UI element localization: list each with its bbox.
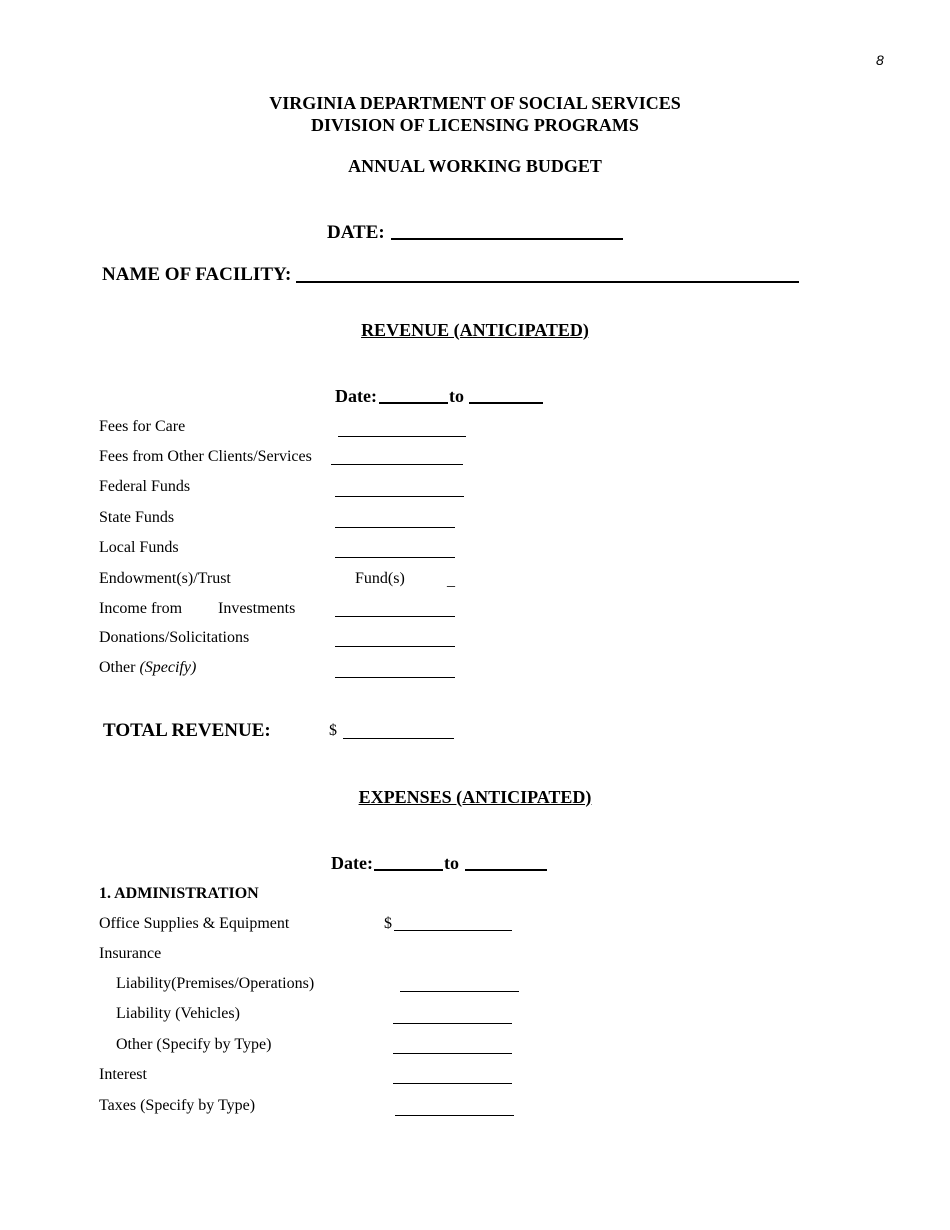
- division-name: DIVISION OF LICENSING PROGRAMS: [311, 115, 639, 135]
- donations-field[interactable]: [335, 646, 455, 647]
- department-name: VIRGINIA DEPARTMENT OF SOCIAL SERVICES: [269, 93, 681, 113]
- liability-vehicles-field[interactable]: [393, 1023, 512, 1024]
- other-specify-label: (Specify): [139, 659, 197, 676]
- local-funds-field[interactable]: [335, 557, 455, 558]
- revenue-item-state-funds: State Funds: [99, 509, 175, 526]
- expense-item-taxes: Taxes (Specify by Type): [99, 1097, 256, 1114]
- federal-funds-field[interactable]: [335, 496, 464, 497]
- income-investments-field[interactable]: [335, 616, 455, 617]
- expense-item-interest: Interest: [99, 1066, 147, 1083]
- office-supplies-currency: $: [384, 915, 392, 932]
- expenses-date-to-field[interactable]: [465, 869, 547, 871]
- expense-item-insurance: Insurance: [99, 945, 162, 962]
- expense-item-office-supplies: Office Supplies & Equipment: [99, 915, 290, 932]
- endowment-field[interactable]: _: [447, 572, 455, 589]
- expenses-date-label: Date:: [331, 853, 373, 873]
- office-supplies-field[interactable]: [394, 930, 512, 931]
- revenue-item-endowment: Endowment(s)/Trust: [99, 570, 231, 587]
- revenue-date-from-field[interactable]: [379, 402, 448, 404]
- revenue-to-label: to: [449, 386, 464, 406]
- document-title: ANNUAL WORKING BUDGET: [348, 156, 602, 176]
- revenue-item-federal-funds: Federal Funds: [99, 478, 191, 495]
- facility-name-field[interactable]: [296, 281, 799, 283]
- page-number: 8: [876, 52, 884, 68]
- other-insurance-field[interactable]: [393, 1053, 512, 1054]
- state-funds-field[interactable]: [335, 527, 455, 528]
- other-revenue-field[interactable]: [335, 677, 455, 678]
- fees-other-field[interactable]: [331, 464, 463, 465]
- taxes-field[interactable]: [395, 1115, 514, 1116]
- date-label: DATE:: [327, 222, 385, 243]
- revenue-item-local-funds: Local Funds: [99, 539, 179, 556]
- date-field[interactable]: [391, 238, 623, 240]
- interest-field[interactable]: [393, 1083, 512, 1084]
- revenue-heading: REVENUE (ANTICIPATED): [361, 320, 589, 340]
- total-revenue-label: TOTAL REVENUE:: [103, 720, 271, 741]
- expense-item-liability-vehicles: Liability (Vehicles): [116, 1005, 240, 1022]
- income-investments-suffix: Investments: [218, 600, 296, 617]
- revenue-item-income: Income from: [99, 600, 183, 617]
- other-label: Other: [99, 659, 136, 676]
- revenue-item-fees-for-care: Fees for Care: [99, 418, 186, 435]
- revenue-date-label: Date:: [335, 386, 377, 406]
- administration-section-title: 1. ADMINISTRATION: [99, 885, 259, 902]
- revenue-date-to-field[interactable]: [469, 402, 543, 404]
- expenses-heading: EXPENSES (ANTICIPATED): [358, 787, 592, 807]
- fees-for-care-field[interactable]: [338, 436, 466, 437]
- expenses-date-from-field[interactable]: [374, 869, 443, 871]
- revenue-item-other: [99, 659, 196, 677]
- expense-item-liability-premises: Liability(Premises/Operations): [116, 975, 315, 992]
- total-revenue-field[interactable]: [343, 738, 454, 739]
- total-revenue-currency: $: [329, 722, 337, 739]
- endowment-fund-suffix: Fund(s): [355, 570, 405, 587]
- liability-premises-field[interactable]: [400, 991, 519, 992]
- revenue-item-donations: Donations/Solicitations: [99, 629, 250, 646]
- expense-item-other-insurance: Other (Specify by Type): [116, 1036, 272, 1053]
- facility-label: NAME OF FACILITY:: [102, 264, 292, 285]
- revenue-item-fees-other: Fees from Other Clients/Services: [99, 448, 312, 465]
- expenses-to-label: to: [444, 853, 459, 873]
